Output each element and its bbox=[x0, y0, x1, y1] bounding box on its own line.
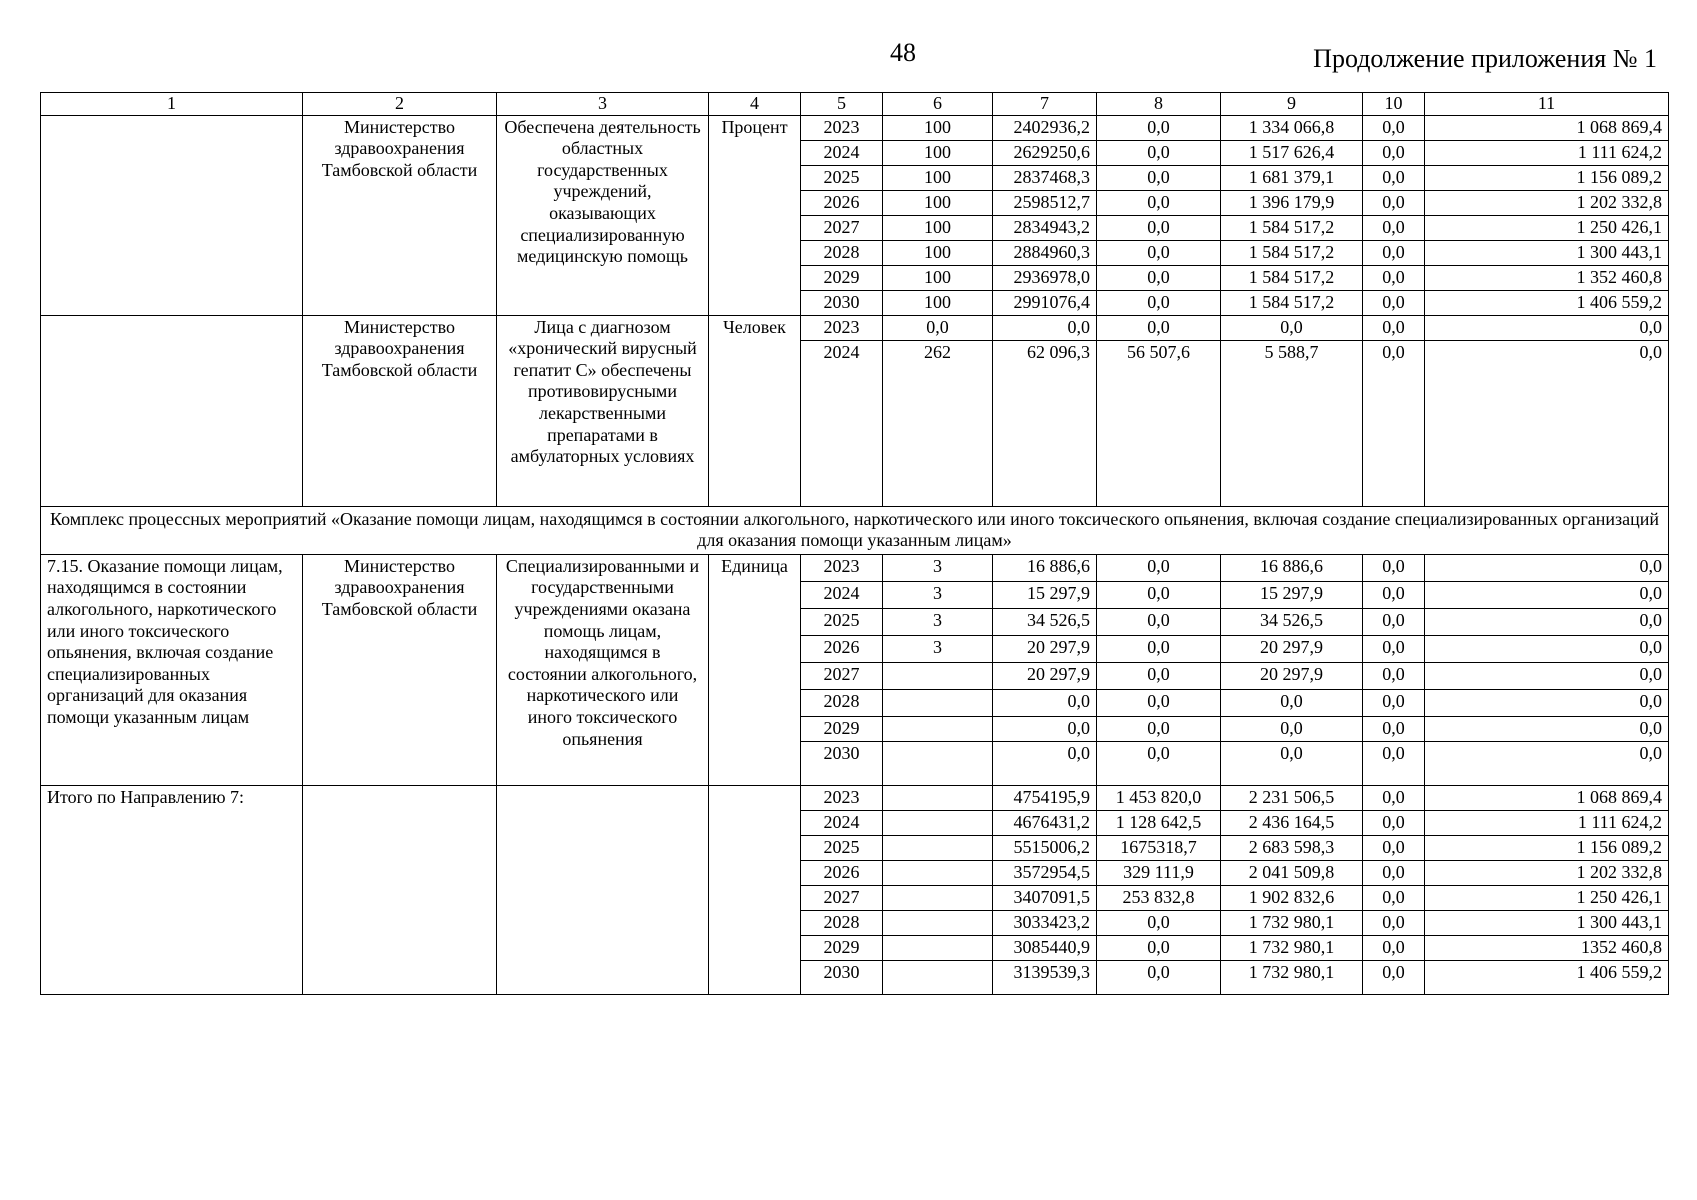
regional-cell: 2 436 164,5 bbox=[1221, 810, 1363, 835]
federal-cell: 0,0 bbox=[1097, 165, 1221, 190]
federal-cell: 0,0 bbox=[1097, 935, 1221, 960]
column-number: 6 bbox=[883, 93, 993, 116]
regional-cell: 20 297,9 bbox=[1221, 662, 1363, 689]
regional-cell: 2 231 506,5 bbox=[1221, 785, 1363, 810]
indicator-value-cell bbox=[883, 689, 993, 716]
extra-budget-cell: 0,0 bbox=[1425, 608, 1669, 635]
federal-cell: 0,0 bbox=[1097, 140, 1221, 165]
result-cell bbox=[497, 785, 709, 994]
extra-budget-cell: 0,0 bbox=[1425, 315, 1669, 340]
extra-budget-cell: 0,0 bbox=[1425, 635, 1669, 662]
indicator-value-cell: 100 bbox=[883, 115, 993, 140]
total-cell: 2884960,3 bbox=[993, 240, 1097, 265]
local-cell: 0,0 bbox=[1363, 240, 1425, 265]
federal-cell: 0,0 bbox=[1097, 716, 1221, 741]
federal-cell: 0,0 bbox=[1097, 215, 1221, 240]
total-cell: 16 886,6 bbox=[993, 554, 1097, 581]
result-cell: Лица с диагнозом «хронический вирусный гепатит С» обеспечены противовирусными лекарственными препаратами в амбулаторных условиях bbox=[497, 315, 709, 506]
total-cell: 5515006,2 bbox=[993, 835, 1097, 860]
indicator-value-cell bbox=[883, 741, 993, 785]
extra-budget-cell: 1 068 869,4 bbox=[1425, 785, 1669, 810]
indicator-value-cell: 0,0 bbox=[883, 315, 993, 340]
extra-budget-cell: 1 250 426,1 bbox=[1425, 885, 1669, 910]
local-cell: 0,0 bbox=[1363, 716, 1425, 741]
measure-cell: 7.15. Оказание помощи лицам, находящимся в состоянии алкогольного, наркотического или иного токсического опьянения, включая создание специализированных организаций для оказания помощи указанным лицам bbox=[41, 554, 303, 785]
local-cell: 0,0 bbox=[1363, 608, 1425, 635]
federal-cell: 0,0 bbox=[1097, 315, 1221, 340]
regional-cell: 5 588,7 bbox=[1221, 340, 1363, 506]
year-cell: 2024 bbox=[801, 581, 883, 608]
year-cell: 2028 bbox=[801, 910, 883, 935]
federal-cell: 0,0 bbox=[1097, 581, 1221, 608]
total-cell: 3139539,3 bbox=[993, 960, 1097, 994]
indicator-value-cell bbox=[883, 860, 993, 885]
indicator-value-cell bbox=[883, 716, 993, 741]
year-cell: 2029 bbox=[801, 716, 883, 741]
local-cell: 0,0 bbox=[1363, 689, 1425, 716]
column-number: 1 bbox=[41, 93, 303, 116]
total-cell: 2629250,6 bbox=[993, 140, 1097, 165]
year-cell: 2025 bbox=[801, 165, 883, 190]
year-cell: 2027 bbox=[801, 662, 883, 689]
indicator-value-cell: 100 bbox=[883, 215, 993, 240]
local-cell: 0,0 bbox=[1363, 115, 1425, 140]
year-cell: 2030 bbox=[801, 960, 883, 994]
measure-cell bbox=[41, 315, 303, 506]
table-row bbox=[41, 785, 1669, 810]
total-cell: 2936978,0 bbox=[993, 265, 1097, 290]
local-cell: 0,0 bbox=[1363, 635, 1425, 662]
unit-cell: Единица bbox=[709, 554, 801, 785]
total-cell: 0,0 bbox=[993, 689, 1097, 716]
column-number: 2 bbox=[303, 93, 497, 116]
total-cell: 3033423,2 bbox=[993, 910, 1097, 935]
regional-cell: 0,0 bbox=[1221, 689, 1363, 716]
regional-cell: 1 584 517,2 bbox=[1221, 290, 1363, 315]
regional-cell: 0,0 bbox=[1221, 716, 1363, 741]
local-cell: 0,0 bbox=[1363, 810, 1425, 835]
appendix-header: Продолжение приложения № 1 bbox=[1313, 44, 1657, 73]
year-cell: 2023 bbox=[801, 115, 883, 140]
extra-budget-cell: 1 300 443,1 bbox=[1425, 240, 1669, 265]
indicator-value-cell bbox=[883, 662, 993, 689]
unit-cell: Человек bbox=[709, 315, 801, 506]
year-cell: 2026 bbox=[801, 635, 883, 662]
local-cell: 0,0 bbox=[1363, 935, 1425, 960]
regional-cell: 1 681 379,1 bbox=[1221, 165, 1363, 190]
column-number: 4 bbox=[709, 93, 801, 116]
budget-table bbox=[40, 92, 1669, 995]
column-number: 8 bbox=[1097, 93, 1221, 116]
local-cell: 0,0 bbox=[1363, 190, 1425, 215]
local-cell: 0,0 bbox=[1363, 835, 1425, 860]
ministry-cell bbox=[303, 785, 497, 994]
extra-budget-cell: 0,0 bbox=[1425, 741, 1669, 785]
local-cell: 0,0 bbox=[1363, 215, 1425, 240]
year-cell: 2029 bbox=[801, 935, 883, 960]
extra-budget-cell: 1 300 443,1 bbox=[1425, 910, 1669, 935]
federal-cell: 0,0 bbox=[1097, 190, 1221, 215]
total-cell: 20 297,9 bbox=[993, 635, 1097, 662]
local-cell: 0,0 bbox=[1363, 785, 1425, 810]
indicator-value-cell bbox=[883, 910, 993, 935]
regional-cell: 1 902 832,6 bbox=[1221, 885, 1363, 910]
total-cell: 20 297,9 bbox=[993, 662, 1097, 689]
federal-cell: 329 111,9 bbox=[1097, 860, 1221, 885]
total-cell: 62 096,3 bbox=[993, 340, 1097, 506]
year-cell: 2026 bbox=[801, 190, 883, 215]
year-cell: 2028 bbox=[801, 240, 883, 265]
total-cell: 15 297,9 bbox=[993, 581, 1097, 608]
local-cell: 0,0 bbox=[1363, 662, 1425, 689]
total-cell: 0,0 bbox=[993, 741, 1097, 785]
year-cell: 2025 bbox=[801, 835, 883, 860]
indicator-value-cell: 100 bbox=[883, 290, 993, 315]
indicator-value-cell: 100 bbox=[883, 140, 993, 165]
total-cell: 2598512,7 bbox=[993, 190, 1097, 215]
extra-budget-cell: 1 202 332,8 bbox=[1425, 190, 1669, 215]
indicator-value-cell: 100 bbox=[883, 265, 993, 290]
extra-budget-cell: 1 250 426,1 bbox=[1425, 215, 1669, 240]
column-number: 5 bbox=[801, 93, 883, 116]
result-cell: Обеспечена деятельность областных государственных учреждений, оказывающих специализированную медицинскую помощь bbox=[497, 115, 709, 315]
federal-cell: 0,0 bbox=[1097, 689, 1221, 716]
unit-cell: Процент bbox=[709, 115, 801, 315]
section-title: Комплекс процессных мероприятий «Оказание помощи лицам, находящимся в состоянии алкогольного, наркотического или иного токсического опьянения, включая создание специализированных организаций для оказания помощи указанным лицам» bbox=[41, 506, 1669, 554]
regional-cell: 0,0 bbox=[1221, 315, 1363, 340]
regional-cell: 1 334 066,8 bbox=[1221, 115, 1363, 140]
extra-budget-cell: 0,0 bbox=[1425, 554, 1669, 581]
federal-cell: 0,0 bbox=[1097, 910, 1221, 935]
total-label: Итого по Направлению 7: bbox=[41, 785, 303, 994]
total-cell: 4676431,2 bbox=[993, 810, 1097, 835]
local-cell: 0,0 bbox=[1363, 140, 1425, 165]
year-cell: 2027 bbox=[801, 215, 883, 240]
indicator-value-cell: 3 bbox=[883, 581, 993, 608]
regional-cell: 1 584 517,2 bbox=[1221, 240, 1363, 265]
indicator-value-cell bbox=[883, 935, 993, 960]
local-cell: 0,0 bbox=[1363, 910, 1425, 935]
indicator-value-cell: 100 bbox=[883, 190, 993, 215]
regional-cell: 1 732 980,1 bbox=[1221, 960, 1363, 994]
extra-budget-cell: 1 111 624,2 bbox=[1425, 810, 1669, 835]
year-cell: 2025 bbox=[801, 608, 883, 635]
ministry-cell: Министерство здравоохранения Тамбовской области bbox=[303, 115, 497, 315]
local-cell: 0,0 bbox=[1363, 581, 1425, 608]
column-number: 11 bbox=[1425, 93, 1669, 116]
year-cell: 2024 bbox=[801, 340, 883, 506]
extra-budget-cell: 0,0 bbox=[1425, 716, 1669, 741]
column-numbers-row bbox=[41, 93, 1669, 116]
indicator-value-cell: 3 bbox=[883, 635, 993, 662]
table-row bbox=[41, 554, 1669, 581]
unit-cell bbox=[709, 785, 801, 994]
federal-cell: 1 453 820,0 bbox=[1097, 785, 1221, 810]
column-number: 9 bbox=[1221, 93, 1363, 116]
year-cell: 2023 bbox=[801, 315, 883, 340]
regional-cell: 1 732 980,1 bbox=[1221, 935, 1363, 960]
extra-budget-cell: 1 156 089,2 bbox=[1425, 165, 1669, 190]
indicator-value-cell: 262 bbox=[883, 340, 993, 506]
federal-cell: 0,0 bbox=[1097, 554, 1221, 581]
local-cell: 0,0 bbox=[1363, 165, 1425, 190]
federal-cell: 0,0 bbox=[1097, 265, 1221, 290]
year-cell: 2030 bbox=[801, 290, 883, 315]
federal-cell: 253 832,8 bbox=[1097, 885, 1221, 910]
column-number: 7 bbox=[993, 93, 1097, 116]
result-cell: Специализированными и государственными учреждениями оказана помощь лицам, находящимся в состоянии алкогольного, наркотического или иного токсического опьянения bbox=[497, 554, 709, 785]
regional-cell: 15 297,9 bbox=[1221, 581, 1363, 608]
page-number: 48 bbox=[890, 38, 916, 67]
year-cell: 2029 bbox=[801, 265, 883, 290]
local-cell: 0,0 bbox=[1363, 741, 1425, 785]
regional-cell: 20 297,9 bbox=[1221, 635, 1363, 662]
federal-cell: 1675318,7 bbox=[1097, 835, 1221, 860]
federal-cell: 0,0 bbox=[1097, 290, 1221, 315]
extra-budget-cell: 0,0 bbox=[1425, 340, 1669, 506]
indicator-value-cell: 3 bbox=[883, 608, 993, 635]
local-cell: 0,0 bbox=[1363, 860, 1425, 885]
local-cell: 0,0 bbox=[1363, 290, 1425, 315]
local-cell: 0,0 bbox=[1363, 885, 1425, 910]
federal-cell: 0,0 bbox=[1097, 608, 1221, 635]
local-cell: 0,0 bbox=[1363, 315, 1425, 340]
federal-cell: 0,0 bbox=[1097, 635, 1221, 662]
regional-cell: 2 683 598,3 bbox=[1221, 835, 1363, 860]
local-cell: 0,0 bbox=[1363, 960, 1425, 994]
extra-budget-cell: 0,0 bbox=[1425, 689, 1669, 716]
year-cell: 2026 bbox=[801, 860, 883, 885]
indicator-value-cell bbox=[883, 835, 993, 860]
table-row bbox=[41, 315, 1669, 340]
federal-cell: 0,0 bbox=[1097, 960, 1221, 994]
year-cell: 2024 bbox=[801, 810, 883, 835]
year-cell: 2028 bbox=[801, 689, 883, 716]
regional-cell: 0,0 bbox=[1221, 741, 1363, 785]
extra-budget-cell: 1 202 332,8 bbox=[1425, 860, 1669, 885]
ministry-cell: Министерство здравоохранения Тамбовской области bbox=[303, 315, 497, 506]
indicator-value-cell bbox=[883, 810, 993, 835]
total-cell: 2834943,2 bbox=[993, 215, 1097, 240]
total-cell: 3085440,9 bbox=[993, 935, 1097, 960]
extra-budget-cell: 1 352 460,8 bbox=[1425, 265, 1669, 290]
federal-cell: 0,0 bbox=[1097, 741, 1221, 785]
extra-budget-cell: 1 406 559,2 bbox=[1425, 290, 1669, 315]
regional-cell: 16 886,6 bbox=[1221, 554, 1363, 581]
regional-cell: 1 517 626,4 bbox=[1221, 140, 1363, 165]
extra-budget-cell: 1 156 089,2 bbox=[1425, 835, 1669, 860]
federal-cell: 1 128 642,5 bbox=[1097, 810, 1221, 835]
regional-cell: 2 041 509,8 bbox=[1221, 860, 1363, 885]
total-cell: 2837468,3 bbox=[993, 165, 1097, 190]
extra-budget-cell: 0,0 bbox=[1425, 581, 1669, 608]
total-cell: 3407091,5 bbox=[993, 885, 1097, 910]
measure-cell bbox=[41, 115, 303, 315]
indicator-value-cell: 3 bbox=[883, 554, 993, 581]
year-cell: 2023 bbox=[801, 554, 883, 581]
total-cell: 2402936,2 bbox=[993, 115, 1097, 140]
local-cell: 0,0 bbox=[1363, 340, 1425, 506]
regional-cell: 1 584 517,2 bbox=[1221, 265, 1363, 290]
extra-budget-cell: 1 406 559,2 bbox=[1425, 960, 1669, 994]
federal-cell: 0,0 bbox=[1097, 115, 1221, 140]
total-cell: 4754195,9 bbox=[993, 785, 1097, 810]
federal-cell: 56 507,6 bbox=[1097, 340, 1221, 506]
local-cell: 0,0 bbox=[1363, 554, 1425, 581]
column-number: 10 bbox=[1363, 93, 1425, 116]
indicator-value-cell: 100 bbox=[883, 165, 993, 190]
ministry-cell: Министерство здравоохранения Тамбовской области bbox=[303, 554, 497, 785]
indicator-value-cell bbox=[883, 885, 993, 910]
extra-budget-cell: 1 068 869,4 bbox=[1425, 115, 1669, 140]
indicator-value-cell bbox=[883, 960, 993, 994]
total-cell: 0,0 bbox=[993, 315, 1097, 340]
total-cell: 2991076,4 bbox=[993, 290, 1097, 315]
total-cell: 0,0 bbox=[993, 716, 1097, 741]
extra-budget-cell: 0,0 bbox=[1425, 662, 1669, 689]
total-cell: 3572954,5 bbox=[993, 860, 1097, 885]
indicator-value-cell bbox=[883, 785, 993, 810]
regional-cell: 1 732 980,1 bbox=[1221, 910, 1363, 935]
regional-cell: 1 396 179,9 bbox=[1221, 190, 1363, 215]
extra-budget-cell: 1352 460,8 bbox=[1425, 935, 1669, 960]
local-cell: 0,0 bbox=[1363, 265, 1425, 290]
federal-cell: 0,0 bbox=[1097, 240, 1221, 265]
extra-budget-cell: 1 111 624,2 bbox=[1425, 140, 1669, 165]
column-number: 3 bbox=[497, 93, 709, 116]
year-cell: 2023 bbox=[801, 785, 883, 810]
regional-cell: 34 526,5 bbox=[1221, 608, 1363, 635]
regional-cell: 1 584 517,2 bbox=[1221, 215, 1363, 240]
year-cell: 2027 bbox=[801, 885, 883, 910]
year-cell: 2024 bbox=[801, 140, 883, 165]
total-cell: 34 526,5 bbox=[993, 608, 1097, 635]
year-cell: 2030 bbox=[801, 741, 883, 785]
federal-cell: 0,0 bbox=[1097, 662, 1221, 689]
section-title-row bbox=[41, 506, 1669, 554]
indicator-value-cell: 100 bbox=[883, 240, 993, 265]
table-row bbox=[41, 115, 1669, 140]
